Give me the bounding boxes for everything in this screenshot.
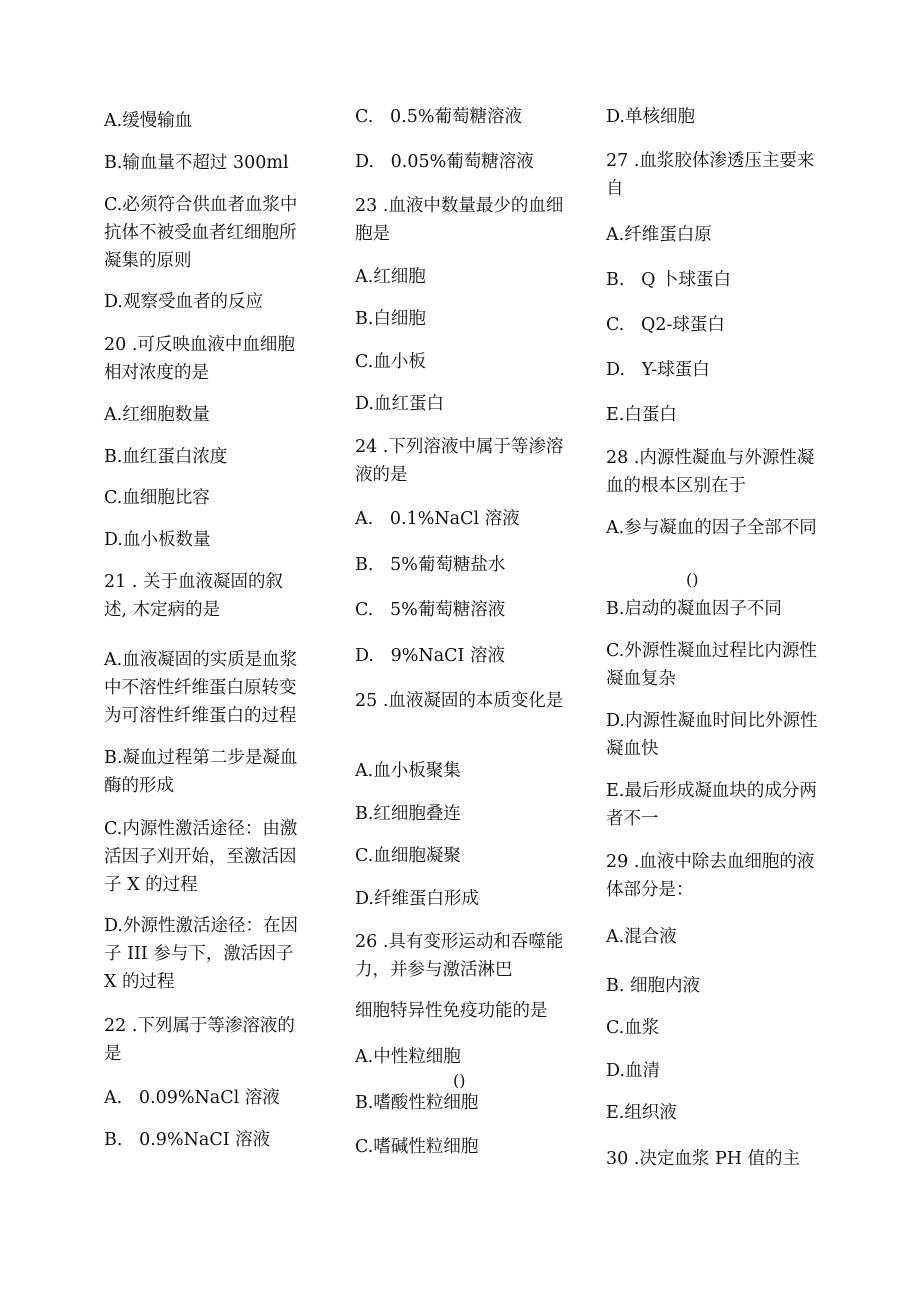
q19-option-c: C.必须符合供血者血浆中抗体不被受血者红细胞所凝集的原则 [104, 195, 298, 271]
q24-option-c: C. 5%葡萄糖溶液 [355, 600, 506, 620]
q21-option-a: A.血液凝固的实质是血浆中不溶性纤维蛋白原转变为可溶性纤维蛋白的过程 [104, 650, 298, 726]
q21-option-b: B.凝血过程第二步是凝血酶的形成 [104, 748, 298, 796]
q20-option-d: D.血小板数量 [104, 530, 211, 550]
q25-option-c: C.血细胞凝聚 [355, 846, 461, 866]
q26-stem-continued: 细胞特异性免疫功能的是 [355, 1001, 548, 1021]
q29-option-d: D.血清 [606, 1061, 660, 1081]
q30-stem: 30 .决定血浆 PH 值的主 [606, 1149, 801, 1169]
q29-option-c: C.血浆 [606, 1018, 660, 1038]
q29-option-a: A.混合液 [606, 927, 677, 947]
q23-option-c: C.血小板 [355, 352, 426, 372]
q26-option-c: C.嗜碱性粒细胞 [355, 1137, 479, 1157]
q29-option-e: E.组织液 [606, 1103, 677, 1123]
q28-option-c: C.外源性凝血过程比内源性凝血复杂 [606, 641, 817, 689]
q23-option-d: D.血红蛋白 [355, 394, 444, 414]
q26-stem: 26 .具有变形运动和吞噬能力，并参与激活淋巴 [355, 932, 564, 980]
q23-stem: 23 .血液中数量最少的血细胞是 [355, 196, 564, 244]
q24-option-d: D. 9%NaCI 溶液 [355, 646, 506, 666]
q25-option-d: D.纤维蛋白形成 [355, 889, 479, 909]
q21-stem: 21 . 关于血液凝固的叙述, 木定病的是 [104, 572, 283, 620]
q27-option-a: A.纤维蛋白原 [606, 225, 712, 245]
q27-option-c: C. Q2-球蛋白 [606, 315, 725, 335]
q28-option-d: D.内源性凝血时间比外源性凝血快 [606, 711, 818, 759]
q29-option-b: B. 细胞内液 [606, 976, 700, 996]
q29-stem: 29 .血液中除去血细胞的液体部分是： [606, 852, 815, 900]
q20-option-b: B.血红蛋白浓度 [104, 447, 228, 467]
q22-option-b: B. 0.9%NaCI 溶液 [104, 1130, 271, 1150]
q27-option-d: D. Y-球蛋白 [606, 360, 710, 380]
q28-option-b: B.启动的凝血因子不同 [606, 599, 782, 619]
q28-stem: 28 .内源性凝血与外源性凝血的根本区别在于 [606, 448, 815, 496]
q19-option-d: D.观察受血者的反应 [104, 292, 263, 312]
q24-option-b: B. 5%葡萄糖盐水 [355, 555, 506, 575]
q21-option-d: D.外源性激活途径：在因子 III 参与下，激活因子 X 的过程 [104, 916, 298, 992]
q20-stem: 20 .可反映血液中血细胞相对浓度的是 [104, 335, 295, 383]
q27-stem: 27 .血浆胶体渗透压主要来自 [606, 151, 815, 199]
q26-option-a: A.中性粒细胞 [355, 1047, 461, 1067]
q23-option-b: B.白细胞 [355, 309, 426, 329]
q27-option-e: E.白蛋白 [606, 405, 677, 425]
q24-option-a: A. 0.1%NaCl 溶液 [355, 509, 520, 529]
q25-stem: 25 .血液凝固的本质变化是 [355, 691, 564, 711]
q21-option-c: C.内源性激活途径：由激活因子刈开始，至激活因子 X 的过程 [104, 819, 298, 895]
q27-option-b: B. Q 卜球蛋白 [606, 270, 732, 290]
q26-option-d: D.单核细胞 [606, 107, 695, 127]
q22-stem: 22 .下列属于等渗溶液的是 [104, 1016, 295, 1064]
q28-option-e: E.最后形成凝血块的成分两者不一 [606, 781, 817, 829]
q28-answer-parentheses: () [686, 570, 699, 589]
q25-option-b: B.红细胞叠连 [355, 804, 461, 824]
q22-option-c: C. 0.5%葡萄糖溶液 [355, 107, 522, 127]
q19-option-a: A.缓慢输血 [104, 111, 193, 131]
q20-option-a: A.红细胞数量 [104, 405, 210, 425]
q22-option-d: D. 0.05%葡萄糖溶液 [355, 152, 534, 172]
q28-option-a: A.参与凝血的因子全部不同 [606, 518, 817, 538]
q19-option-b: B.输血量不超过 300ml [104, 153, 289, 173]
q26-answer-parentheses: () [453, 1071, 466, 1090]
q25-option-a: A.血小板聚集 [355, 761, 461, 781]
q23-option-a: A.红细胞 [355, 267, 426, 287]
q22-option-a: A. 0.09%NaCl 溶液 [104, 1088, 280, 1108]
q24-stem: 24 .下列溶液中属于等渗溶液的是 [355, 437, 564, 485]
q26-option-b: B.嗜酸性粒细胞 [355, 1093, 479, 1113]
q20-option-c: C.血细胞比容 [104, 488, 210, 508]
